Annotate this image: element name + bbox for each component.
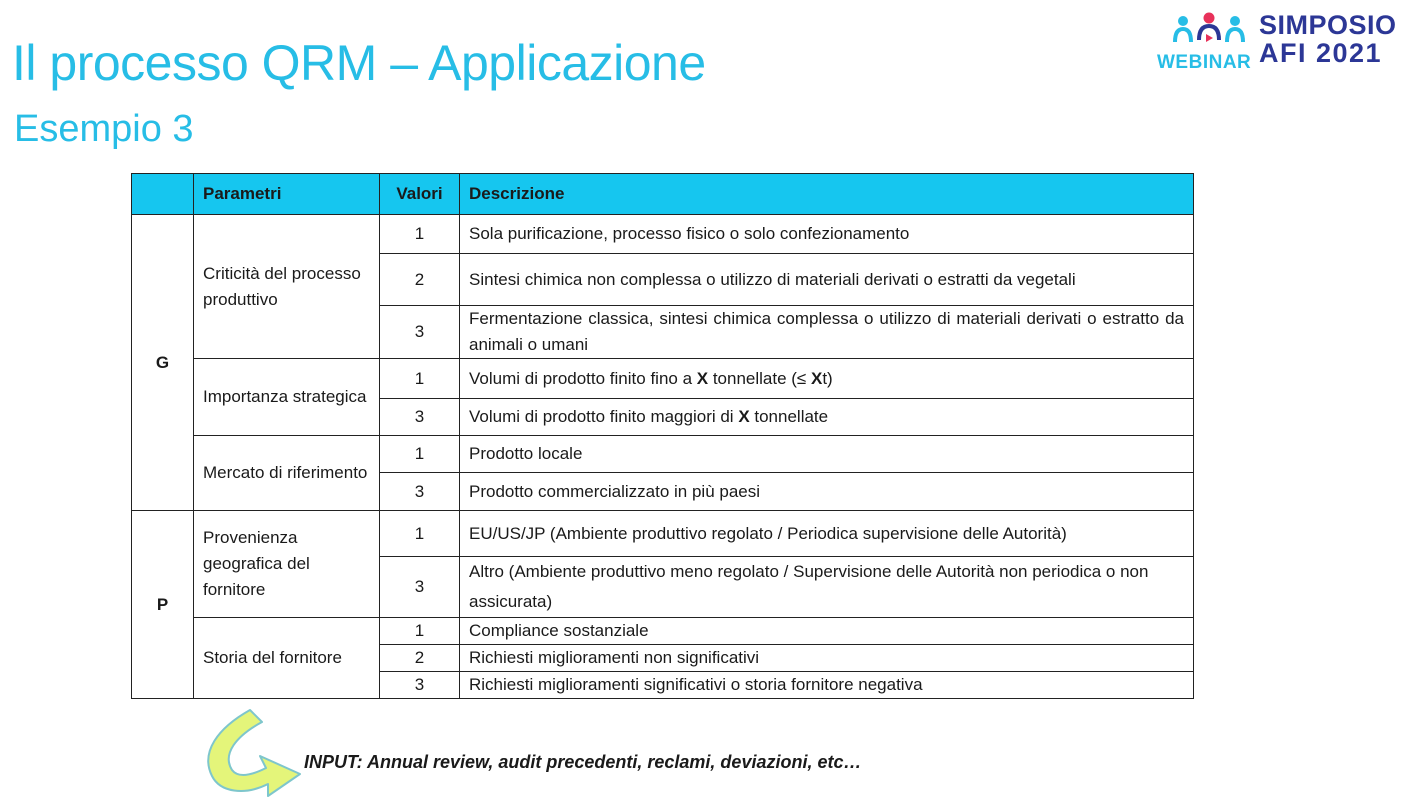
value-cell: 3 [380,399,460,436]
qrm-parameters-table [131,173,1194,699]
value-cell: 2 [380,645,460,672]
simposio-logo [1155,10,1400,73]
param-importanza: Importanza strategica [194,359,380,436]
value-cell: 1 [380,511,460,557]
description-text: tonnellate (≤ [708,368,811,388]
slide-subtitle: Esempio 3 [14,108,194,150]
description-cell: EU/US/JP (Ambiente produttivo regolato / Periodica supervisione delle Autorità) [460,511,1194,557]
description-text: t) [822,368,833,388]
table-row [132,215,1194,254]
value-cell: 2 [380,254,460,306]
description-cell: Sola purificazione, processo fisico o solo confezionamento [460,215,1194,254]
description-cell: Altro (Ambiente produttivo meno regolato / Supervisione delle Autorità non periodica o non assicurata) [460,557,1194,618]
table-header-row [132,174,1194,215]
category-p: P [132,511,194,699]
param-provenienza: Provenienza geografica del fornitore [194,511,380,618]
description-cell: Compliance sostanziale [460,618,1194,645]
header-category [132,174,194,215]
table-row [132,618,1194,645]
logo-simposio: SIMPOSIO [1259,10,1397,40]
table-row [132,436,1194,473]
description-cell [460,359,1194,399]
x-marker: X [696,368,709,388]
logo-webinar: WEBINAR [1157,52,1252,73]
description-text: Volumi di prodotto finito maggiori di [469,407,739,426]
value-cell: 3 [380,473,460,511]
description-cell: Richiesti miglioramenti significativi o storia fornitore negativa [460,672,1194,699]
table-row [132,511,1194,557]
value-cell: 3 [380,672,460,699]
description-cell [460,399,1194,436]
input-note: INPUT: Annual review, audit precedenti, reclami, deviazioni, etc… [304,752,862,772]
param-storia: Storia del fornitore [194,618,380,699]
value-cell: 3 [380,306,460,359]
people-icon [1173,12,1245,46]
description-cell: Richiesti miglioramenti non significativi [460,645,1194,672]
category-g: G [132,215,194,511]
description-cell: Prodotto commercializzato in più paesi [460,473,1194,511]
param-mercato: Mercato di riferimento [194,436,380,511]
value-cell: 1 [380,359,460,399]
description-cell: Sintesi chimica non complessa o utilizzo di materiali derivati o estratti da vegetali [460,254,1194,306]
description-text: Volumi di prodotto finito fino a [469,368,697,388]
x-marker: X [810,368,823,388]
header-valori: Valori [380,174,460,215]
description-cell: Fermentazione classica, sintesi chimica complessa o utilizzo di materiali derivati o estratto da animali o umani [460,306,1194,359]
table-row [132,359,1194,399]
header-parametri: Parametri [194,174,380,215]
description-cell: Prodotto locale [460,436,1194,473]
slide-title: Il processo QRM – Applicazione [12,35,706,91]
value-cell: 1 [380,436,460,473]
curved-arrow-icon [200,706,304,800]
value-cell: 3 [380,557,460,618]
logo-afi-2021: AFI 2021 [1259,38,1383,68]
value-cell: 1 [380,215,460,254]
x-marker: X [738,407,750,426]
header-descrizione: Descrizione [460,174,1194,215]
description-text: tonnellate [749,407,829,426]
param-criticita: Criticità del processo produttivo [194,215,380,359]
value-cell: 1 [380,618,460,645]
